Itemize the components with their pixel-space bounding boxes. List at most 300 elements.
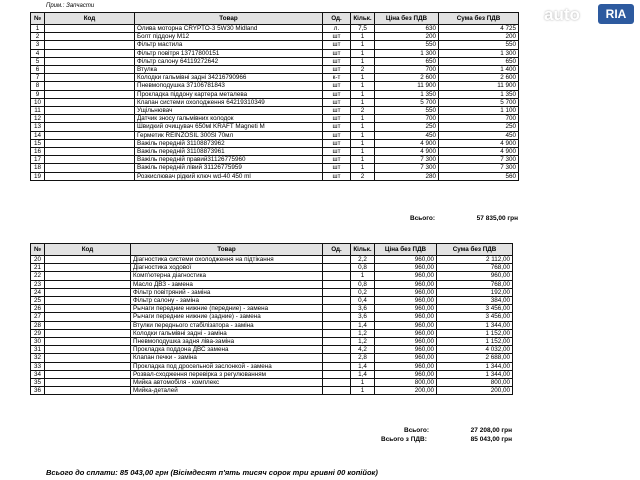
col-sum-cell: 3 456,00 bbox=[437, 305, 513, 313]
col-unit-cell: шт bbox=[323, 156, 351, 164]
col-item-cell: Прокладка поддона ДВС замена bbox=[131, 346, 323, 354]
col-number-cell: 29 bbox=[31, 329, 45, 337]
col-unit-cell bbox=[323, 354, 351, 362]
col-unit-cell: л. bbox=[323, 25, 351, 33]
col-qty-cell: 7,5 bbox=[351, 25, 375, 33]
col-price-cell: 960,00 bbox=[375, 288, 437, 296]
col-code-cell bbox=[45, 164, 135, 172]
col-qty-cell: 1 bbox=[351, 90, 375, 98]
col-item-cell: Розвал-сходження перевірка з регулюванням bbox=[131, 370, 323, 378]
col-number-cell: 33 bbox=[31, 362, 45, 370]
table-row bbox=[31, 313, 513, 321]
col-price-cell: 800,00 bbox=[375, 379, 437, 387]
col-sum-cell: 200 bbox=[439, 33, 519, 41]
col-number-cell: 6 bbox=[31, 66, 45, 74]
table-row bbox=[31, 148, 519, 156]
table-row bbox=[31, 321, 513, 329]
col-unit-cell: шт bbox=[323, 139, 351, 147]
table-row bbox=[31, 57, 519, 65]
col-price-cell: 700 bbox=[375, 115, 439, 123]
col-item-cell: Фільтр повітряний - заміна bbox=[131, 288, 323, 296]
col-item-cell: Ущільнювач bbox=[135, 107, 323, 115]
col-price-cell: 960,00 bbox=[375, 272, 437, 280]
table-row bbox=[31, 272, 513, 280]
total-with-vat bbox=[381, 436, 512, 443]
col-item-cell: Фільтр мастила bbox=[135, 41, 323, 49]
table-row bbox=[31, 362, 513, 370]
col-number-cell: 17 bbox=[31, 156, 45, 164]
col-qty-cell: 1 bbox=[351, 49, 375, 57]
table-row bbox=[31, 387, 513, 395]
parts-total-label: Всього: bbox=[410, 215, 436, 222]
col-number-cell: 36 bbox=[31, 387, 45, 395]
col-qty-cell: 1 bbox=[351, 115, 375, 123]
col-qty-cell: 1 bbox=[351, 131, 375, 139]
parts-total bbox=[410, 215, 518, 222]
col-price-cell: 550 bbox=[375, 41, 439, 49]
table-row bbox=[31, 256, 513, 264]
col-qty-cell: 0,2 bbox=[351, 288, 375, 296]
col-number-cell: 27 bbox=[31, 313, 45, 321]
col-sum-cell: 1 100 bbox=[439, 107, 519, 115]
col-number-cell: 14 bbox=[31, 131, 45, 139]
col-unit-cell bbox=[323, 338, 351, 346]
col-price-cell: 630 bbox=[375, 25, 439, 33]
col-qty-cell: 1 bbox=[351, 164, 375, 172]
header-col-sum: Сума без ПДВ bbox=[437, 244, 513, 256]
col-price-cell: 200,00 bbox=[375, 387, 437, 395]
col-price-cell: 250 bbox=[375, 123, 439, 131]
col-code-cell bbox=[45, 57, 135, 65]
col-code-cell bbox=[45, 25, 135, 33]
col-number-cell: 30 bbox=[31, 338, 45, 346]
header-col-qty: Кільк. bbox=[351, 244, 375, 256]
col-item-cell: Важіль передній правий31126775960 bbox=[135, 156, 323, 164]
table-row bbox=[31, 123, 519, 131]
col-qty-cell: 1,4 bbox=[351, 362, 375, 370]
parts-total-value: 57 835,00 грн bbox=[476, 215, 518, 222]
col-sum-cell: 2 112,00 bbox=[437, 256, 513, 264]
col-item-cell: Швидкий очищувач 650мl KRAFT Magneti M bbox=[135, 123, 323, 131]
total-with-vat-label: Всього з ПДВ: bbox=[381, 436, 427, 443]
col-number-cell: 13 bbox=[31, 123, 45, 131]
col-item-cell: Колодки гальмівні задні 34216790966 bbox=[135, 74, 323, 82]
header-col-unit: Од. bbox=[323, 244, 351, 256]
col-item-cell: Масло ДВЗ - замена bbox=[131, 280, 323, 288]
table-row bbox=[31, 74, 519, 82]
col-unit-cell: шт bbox=[323, 107, 351, 115]
col-qty-cell: 1,4 bbox=[351, 370, 375, 378]
table-row bbox=[31, 264, 513, 272]
col-unit-cell bbox=[323, 346, 351, 354]
col-unit-cell: шт bbox=[323, 148, 351, 156]
col-code-cell bbox=[45, 313, 131, 321]
col-qty-cell: 1 bbox=[351, 41, 375, 49]
col-code-cell bbox=[45, 82, 135, 90]
col-price-cell: 960,00 bbox=[375, 297, 437, 305]
services-total-label: Всього: bbox=[404, 427, 430, 434]
col-price-cell: 1 300 bbox=[375, 49, 439, 57]
col-number-cell: 10 bbox=[31, 98, 45, 106]
col-sum-cell: 200,00 bbox=[437, 387, 513, 395]
col-price-cell: 960,00 bbox=[375, 313, 437, 321]
table-row bbox=[31, 25, 519, 33]
col-unit-cell bbox=[323, 370, 351, 378]
col-number-cell: 18 bbox=[31, 164, 45, 172]
col-number-cell: 22 bbox=[31, 272, 45, 280]
col-unit-cell: шт bbox=[323, 41, 351, 49]
col-item-cell: Прокладка піддону картера металева bbox=[135, 90, 323, 98]
watermark-auto-text: auto bbox=[544, 5, 580, 24]
col-price-cell: 960,00 bbox=[375, 329, 437, 337]
col-unit-cell: шт bbox=[323, 115, 351, 123]
col-unit-cell: шт bbox=[323, 172, 351, 180]
col-sum-cell: 4 725 bbox=[439, 25, 519, 33]
col-price-cell: 4 900 bbox=[375, 139, 439, 147]
table-row bbox=[31, 107, 519, 115]
table-row bbox=[31, 329, 513, 337]
col-number-cell: 26 bbox=[31, 305, 45, 313]
col-sum-cell: 1 344,00 bbox=[437, 362, 513, 370]
header-col-code: Код bbox=[45, 13, 135, 25]
col-item-cell: Фільтр повітря 13717800151 bbox=[135, 49, 323, 57]
col-item-cell: Мийка-деталей bbox=[131, 387, 323, 395]
watermark-ria-logo: RIA bbox=[598, 4, 634, 24]
col-sum-cell: 2 688,00 bbox=[437, 354, 513, 362]
table-row bbox=[31, 354, 513, 362]
col-number-cell: 3 bbox=[31, 41, 45, 49]
col-number-cell: 7 bbox=[31, 74, 45, 82]
table-row bbox=[31, 164, 519, 172]
col-unit-cell bbox=[323, 313, 351, 321]
header-col-number: № bbox=[31, 13, 45, 25]
col-number-cell: 19 bbox=[31, 172, 45, 180]
col-price-cell: 11 900 bbox=[375, 82, 439, 90]
col-code-cell bbox=[45, 90, 135, 98]
table-row bbox=[31, 41, 519, 49]
col-number-cell: 5 bbox=[31, 57, 45, 65]
col-code-cell bbox=[45, 33, 135, 41]
col-code-cell bbox=[45, 256, 131, 264]
col-qty-cell: 4,2 bbox=[351, 346, 375, 354]
header-col-item: Товар bbox=[131, 244, 323, 256]
col-qty-cell: 1 bbox=[351, 33, 375, 41]
col-unit-cell: шт bbox=[323, 98, 351, 106]
col-code-cell bbox=[45, 139, 135, 147]
col-sum-cell: 1 350 bbox=[439, 90, 519, 98]
col-price-cell: 960,00 bbox=[375, 370, 437, 378]
col-code-cell bbox=[45, 66, 135, 74]
col-item-cell: Датчик зносу гальмівних колодок bbox=[135, 115, 323, 123]
col-item-cell: Пневмоподушка задня ліва-заміна bbox=[131, 338, 323, 346]
col-code-cell bbox=[45, 288, 131, 296]
col-number-cell: 35 bbox=[31, 379, 45, 387]
col-item-cell: Клапан печки - заміна bbox=[131, 354, 323, 362]
col-number-cell: 16 bbox=[31, 148, 45, 156]
col-sum-cell: 700 bbox=[439, 115, 519, 123]
col-item-cell: Комп'ютерна діагностика bbox=[131, 272, 323, 280]
col-price-cell: 960,00 bbox=[375, 305, 437, 313]
table-row bbox=[31, 115, 519, 123]
col-number-cell: 1 bbox=[31, 25, 45, 33]
table-row bbox=[31, 280, 513, 288]
col-item-cell: Втулка bbox=[135, 66, 323, 74]
col-price-cell: 7 300 bbox=[375, 156, 439, 164]
col-sum-cell: 550 bbox=[439, 41, 519, 49]
col-unit-cell: шт bbox=[323, 49, 351, 57]
col-sum-cell: 560 bbox=[439, 172, 519, 180]
col-price-cell: 700 bbox=[375, 66, 439, 74]
services-table bbox=[30, 243, 513, 395]
col-unit-cell: шт bbox=[323, 57, 351, 65]
col-unit-cell bbox=[323, 321, 351, 329]
col-sum-cell: 768,00 bbox=[437, 280, 513, 288]
col-qty-cell: 1,2 bbox=[351, 329, 375, 337]
col-sum-cell: 1 300 bbox=[439, 49, 519, 57]
col-sum-cell: 650 bbox=[439, 57, 519, 65]
col-number-cell: 2 bbox=[31, 33, 45, 41]
col-item-cell: Рычаги передние нижние (задние) - замена bbox=[131, 313, 323, 321]
col-qty-cell: 0,8 bbox=[351, 264, 375, 272]
col-qty-cell: 1,4 bbox=[351, 321, 375, 329]
amount-due-line: Всього до сплати: 85 043,00 грн (Вісімдесят п'ять тисяч сорок три гривні 00 копійок) bbox=[46, 468, 378, 477]
table-row bbox=[31, 156, 519, 164]
table-row bbox=[31, 288, 513, 296]
col-unit-cell: шт bbox=[323, 164, 351, 172]
col-sum-cell: 2 600 bbox=[439, 74, 519, 82]
col-price-cell: 960,00 bbox=[375, 346, 437, 354]
col-number-cell: 15 bbox=[31, 139, 45, 147]
col-price-cell: 450 bbox=[375, 131, 439, 139]
col-code-cell bbox=[45, 321, 131, 329]
col-code-cell bbox=[45, 172, 135, 180]
header-col-number: № bbox=[31, 244, 45, 256]
col-sum-cell: 450 bbox=[439, 131, 519, 139]
col-unit-cell: шт bbox=[323, 82, 351, 90]
total-with-vat-value: 85 043,00 грн bbox=[470, 436, 512, 443]
col-sum-cell: 800,00 bbox=[437, 379, 513, 387]
col-unit-cell: к-т bbox=[323, 74, 351, 82]
col-number-cell: 21 bbox=[31, 264, 45, 272]
col-code-cell bbox=[45, 49, 135, 57]
col-unit-cell: шт bbox=[323, 123, 351, 131]
col-qty-cell: 3,6 bbox=[351, 313, 375, 321]
col-code-cell bbox=[45, 354, 131, 362]
col-sum-cell: 7 300 bbox=[439, 156, 519, 164]
col-price-cell: 7 300 bbox=[375, 164, 439, 172]
col-price-cell: 960,00 bbox=[375, 354, 437, 362]
col-price-cell: 960,00 bbox=[375, 321, 437, 329]
col-code-cell bbox=[45, 329, 131, 337]
col-number-cell: 9 bbox=[31, 90, 45, 98]
col-code-cell bbox=[45, 107, 135, 115]
col-unit-cell: шт bbox=[323, 90, 351, 98]
col-price-cell: 200 bbox=[375, 33, 439, 41]
col-price-cell: 1 350 bbox=[375, 90, 439, 98]
col-code-cell bbox=[45, 379, 131, 387]
col-unit-cell bbox=[323, 297, 351, 305]
col-number-cell: 24 bbox=[31, 288, 45, 296]
col-code-cell bbox=[45, 148, 135, 156]
col-qty-cell: 1 bbox=[351, 139, 375, 147]
col-code-cell bbox=[45, 305, 131, 313]
table-row bbox=[31, 297, 513, 305]
col-price-cell: 960,00 bbox=[375, 256, 437, 264]
table-row bbox=[31, 82, 519, 90]
col-code-cell bbox=[45, 346, 131, 354]
col-unit-cell bbox=[323, 264, 351, 272]
col-qty-cell: 0,4 bbox=[351, 297, 375, 305]
col-qty-cell: 0,8 bbox=[351, 280, 375, 288]
col-item-cell: Олива моторна CRYPTO-3 5W30 Midland bbox=[135, 25, 323, 33]
col-unit-cell: шт bbox=[323, 66, 351, 74]
col-code-cell bbox=[45, 98, 135, 106]
col-code-cell bbox=[45, 272, 131, 280]
col-code-cell bbox=[45, 115, 135, 123]
col-number-cell: 32 bbox=[31, 354, 45, 362]
col-item-cell: Колодки гальмівні задні - заміна bbox=[131, 329, 323, 337]
col-sum-cell: 250 bbox=[439, 123, 519, 131]
table-row bbox=[31, 370, 513, 378]
col-item-cell: Розкислювач рідкий ключ wd-40 450 ml bbox=[135, 172, 323, 180]
col-number-cell: 4 bbox=[31, 49, 45, 57]
col-code-cell bbox=[45, 74, 135, 82]
col-code-cell bbox=[45, 338, 131, 346]
col-qty-cell: 2 bbox=[351, 107, 375, 115]
col-item-cell: Важіль передній 31108873961 bbox=[135, 148, 323, 156]
col-item-cell: Важіль передній 31108873962 bbox=[135, 139, 323, 147]
col-price-cell: 960,00 bbox=[375, 338, 437, 346]
table-row bbox=[31, 131, 519, 139]
col-code-cell bbox=[45, 362, 131, 370]
col-price-cell: 960,00 bbox=[375, 280, 437, 288]
table-row bbox=[31, 172, 519, 180]
col-sum-cell: 960,00 bbox=[437, 272, 513, 280]
header-col-sum: Сума без ПДВ bbox=[439, 13, 519, 25]
col-item-cell: Рычаги передние нижние (передние) - замена bbox=[131, 305, 323, 313]
col-price-cell: 2 600 bbox=[375, 74, 439, 82]
table-row bbox=[31, 33, 519, 41]
col-qty-cell: 1 bbox=[351, 123, 375, 131]
header-col-item: Товар bbox=[135, 13, 323, 25]
services-total bbox=[404, 427, 512, 434]
col-qty-cell: 2 bbox=[351, 172, 375, 180]
header-col-qty: Кільк. bbox=[351, 13, 375, 25]
col-code-cell bbox=[45, 156, 135, 164]
col-unit-cell bbox=[323, 379, 351, 387]
col-qty-cell: 1 bbox=[351, 387, 375, 395]
col-qty-cell: 1 bbox=[351, 98, 375, 106]
table-row bbox=[31, 139, 519, 147]
col-sum-cell: 5 700 bbox=[439, 98, 519, 106]
col-item-cell: Прокладка под дросельной заслонкой - замена bbox=[131, 362, 323, 370]
col-item-cell: Пневмоподушка 37106781843 bbox=[135, 82, 323, 90]
header-col-code: Код bbox=[45, 244, 131, 256]
col-qty-cell: 3,6 bbox=[351, 305, 375, 313]
header-col-unit: Од. bbox=[323, 13, 351, 25]
col-price-cell: 960,00 bbox=[375, 264, 437, 272]
col-qty-cell: 1 bbox=[351, 74, 375, 82]
col-code-cell bbox=[45, 264, 131, 272]
col-item-cell: Герметик REINZOSIL 300Sl 70мл bbox=[135, 131, 323, 139]
services-total-value: 27 208,00 грн bbox=[470, 427, 512, 434]
col-unit-cell bbox=[323, 362, 351, 370]
col-item-cell: Втулки переднього стабілізатора - заміна bbox=[131, 321, 323, 329]
col-item-cell: Важіль передній лівий 31126775959 bbox=[135, 164, 323, 172]
col-item-cell: Клапан системи охолодження 64219310349 bbox=[135, 98, 323, 106]
col-qty-cell: 1,2 bbox=[351, 338, 375, 346]
col-item-cell: Фільтр салону - заміна bbox=[131, 297, 323, 305]
auto-ria-watermark bbox=[544, 2, 636, 28]
col-sum-cell: 1 400 bbox=[439, 66, 519, 74]
col-qty-cell: 2 bbox=[351, 66, 375, 74]
col-number-cell: 25 bbox=[31, 297, 45, 305]
col-code-cell bbox=[45, 131, 135, 139]
col-qty-cell: 2,8 bbox=[351, 354, 375, 362]
col-qty-cell: 1 bbox=[351, 57, 375, 65]
table-row bbox=[31, 49, 519, 57]
col-unit-cell: шт bbox=[323, 131, 351, 139]
col-price-cell: 280 bbox=[375, 172, 439, 180]
col-sum-cell: 4 032,00 bbox=[437, 346, 513, 354]
col-unit-cell: шт bbox=[323, 33, 351, 41]
note-text: Прим.: Запчасти bbox=[46, 3, 95, 9]
table-row bbox=[31, 305, 513, 313]
col-unit-cell bbox=[323, 329, 351, 337]
col-number-cell: 20 bbox=[31, 256, 45, 264]
col-unit-cell bbox=[323, 288, 351, 296]
col-price-cell: 650 bbox=[375, 57, 439, 65]
col-item-cell: Діагностика ходової bbox=[131, 264, 323, 272]
col-qty-cell: 2,2 bbox=[351, 256, 375, 264]
col-sum-cell: 11 900 bbox=[439, 82, 519, 90]
table-row bbox=[31, 90, 519, 98]
table-row bbox=[31, 379, 513, 387]
table-row bbox=[31, 338, 513, 346]
col-unit-cell bbox=[323, 387, 351, 395]
col-sum-cell: 4 900 bbox=[439, 148, 519, 156]
col-qty-cell: 1 bbox=[351, 82, 375, 90]
col-number-cell: 34 bbox=[31, 370, 45, 378]
col-number-cell: 12 bbox=[31, 115, 45, 123]
col-price-cell: 550 bbox=[375, 107, 439, 115]
col-qty-cell: 1 bbox=[351, 379, 375, 387]
col-unit-cell bbox=[323, 272, 351, 280]
col-sum-cell: 1 344,00 bbox=[437, 370, 513, 378]
col-code-cell bbox=[45, 387, 131, 395]
col-qty-cell: 1 bbox=[351, 156, 375, 164]
col-number-cell: 31 bbox=[31, 346, 45, 354]
col-price-cell: 960,00 bbox=[375, 362, 437, 370]
col-sum-cell: 7 300 bbox=[439, 164, 519, 172]
col-number-cell: 23 bbox=[31, 280, 45, 288]
col-code-cell bbox=[45, 123, 135, 131]
col-number-cell: 8 bbox=[31, 82, 45, 90]
col-code-cell bbox=[45, 297, 131, 305]
col-item-cell: Діагностика системи охолодження на підтікання bbox=[131, 256, 323, 264]
table-row bbox=[31, 346, 513, 354]
col-number-cell: 28 bbox=[31, 321, 45, 329]
col-sum-cell: 192,00 bbox=[437, 288, 513, 296]
col-sum-cell: 768,00 bbox=[437, 264, 513, 272]
col-unit-cell bbox=[323, 280, 351, 288]
col-sum-cell: 1 152,00 bbox=[437, 329, 513, 337]
col-qty-cell: 1 bbox=[351, 148, 375, 156]
col-sum-cell: 1 152,00 bbox=[437, 338, 513, 346]
col-sum-cell: 1 344,00 bbox=[437, 321, 513, 329]
col-sum-cell: 3 456,00 bbox=[437, 313, 513, 321]
table-row bbox=[31, 66, 519, 74]
